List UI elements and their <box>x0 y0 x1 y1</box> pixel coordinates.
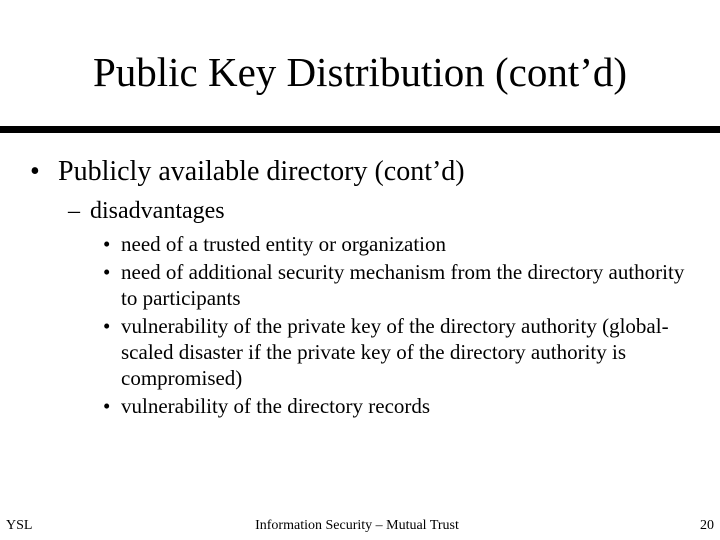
list-item-text: vulnerability of the private key of the directory authority (global-scaled disaster if the private key of the directory authority is compromised) <box>121 314 669 390</box>
footer-author: YSL <box>6 518 33 533</box>
list-item <box>103 313 703 391</box>
level2-text: disadvantages <box>90 198 225 224</box>
dash-icon: – <box>68 198 80 224</box>
list-item <box>103 259 703 311</box>
bullet-icon: • <box>103 232 111 256</box>
level1-text: Publicly available directory (cont’d) <box>58 156 465 187</box>
list-item-text: vulnerability of the directory records <box>121 394 431 418</box>
bullet-icon: • <box>103 260 111 284</box>
list-item <box>103 231 703 257</box>
bullet-icon: • <box>103 394 111 418</box>
bullet-icon: • <box>103 314 111 338</box>
slide-title: Public Key Distribution (cont’d) <box>92 49 628 95</box>
footer-page-number: 20 <box>700 518 714 533</box>
disadvantages-list <box>103 231 703 421</box>
title-divider <box>0 126 720 133</box>
bullet-icon: • <box>30 156 40 187</box>
list-item-text: need of additional security mechanism from the directory authority to participants <box>121 260 685 310</box>
list-item-text: need of a trusted entity or organization <box>121 232 447 256</box>
footer-course-title: Information Security – Mutual Trust <box>255 518 459 533</box>
list-item <box>103 393 703 419</box>
